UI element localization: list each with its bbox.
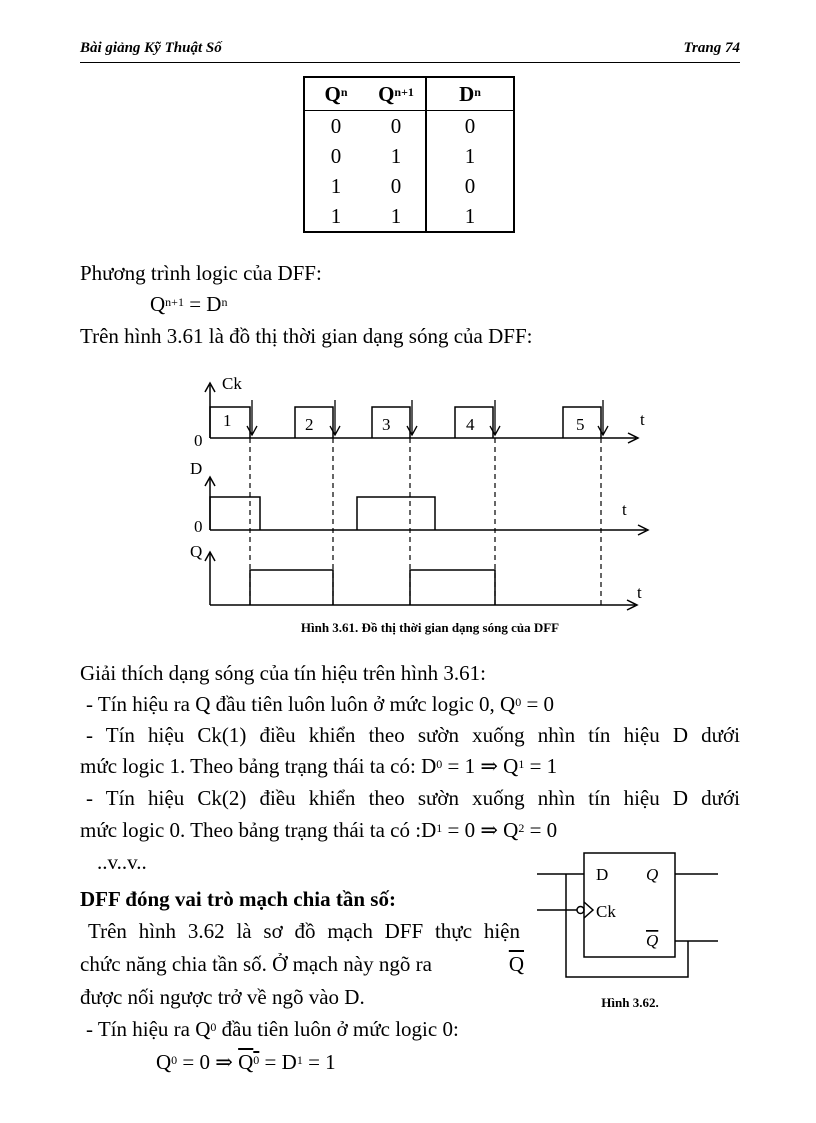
pulse-number: 3	[382, 415, 391, 434]
figure-caption: Hình 3.61. Đồ thị thời gian dạng sóng của DFF	[300, 620, 560, 635]
body-line: Trên hình 3.62 là sơ đồ mạch DFF thực hiện	[88, 919, 520, 943]
page-number: Trang 74	[683, 40, 740, 56]
body-line: - Tín hiệu ra $Q^0$ đầu tiên luôn ở mức logic 0:	[86, 1017, 459, 1041]
ck-pin-label: Ck	[596, 902, 616, 921]
d-label: D	[190, 459, 203, 478]
truth-table-header	[304, 77, 514, 111]
pulse-number: 5	[576, 415, 585, 434]
col-qn: $Q^n$	[304, 77, 367, 111]
body-line: chức năng chia tần số. Ở mạch này ngõ ra $\overline{Q}$	[80, 952, 524, 976]
formula: $Q^0 = 0$ ⇒ $Q^0 = D^1 = 1$	[156, 1050, 336, 1074]
ck-time-label: t	[640, 410, 645, 429]
waveform-diagram	[180, 368, 670, 618]
ck-zero-label: 0	[194, 431, 203, 450]
table-row: 0 1 1	[304, 141, 514, 171]
header-title: Bài giảng Kỹ Thuật Số	[80, 40, 222, 56]
explain-line: mức logic 0. Theo bảng trạng thái ta có $:D^1 = 0$ ⇒ $Q^2 = 0$	[80, 818, 558, 842]
qbar-pin-label: Q	[646, 931, 659, 950]
col-dn: $D^n$	[426, 77, 514, 111]
pulse-number: 4	[466, 415, 475, 434]
header-rule	[80, 62, 740, 63]
body-line: được nối ngược trở về ngõ vào D.	[80, 985, 365, 1009]
d-zero-label: 0	[194, 517, 203, 536]
dff-circuit-diagram	[530, 845, 730, 985]
ck-label: Ck	[222, 374, 242, 393]
table-row: 1 0 0	[304, 171, 514, 201]
section-heading: DFF đóng vai trò mạch chia tần số:	[80, 887, 396, 911]
pulse-number: 1	[223, 411, 232, 430]
etc-text: ..v..v..	[97, 850, 147, 874]
table-row: 0 0 0	[304, 111, 514, 142]
q-pin-label: Q	[646, 865, 659, 884]
explain-line: - Tín hiệu Ck(1) điều khiển theo sườn xuống nhìn tín hiệu D dưới	[86, 723, 740, 747]
truth-table	[303, 76, 515, 233]
q-label: Q	[190, 542, 203, 561]
figure-intro: Trên hình 3.61 là đồ thị thời gian dạng sóng của DFF:	[80, 324, 533, 348]
q-time-label: t	[637, 583, 642, 602]
d-pin-label: D	[596, 865, 609, 884]
page-header	[80, 40, 740, 57]
explain-line: - Tín hiệu ra Q đầu tiên luôn luôn ở mức logic 0, $Q^0 = 0$	[86, 692, 555, 716]
col-qn1: $Q^{n+1}$	[367, 77, 426, 111]
figure-caption: Hình 3.62.	[601, 995, 659, 1010]
d-time-label: t	[622, 500, 627, 519]
equation-intro: Phương trình logic của DFF:	[80, 261, 322, 285]
explain-line: - Tín hiệu Ck(2) điều khiển theo sườn xuống nhìn tín hiệu D dưới	[86, 786, 740, 810]
explain-line: mức logic 1. Theo bảng trạng thái ta có: $D^0 = 1$ ⇒ $Q^1 = 1$	[80, 754, 558, 778]
explain-intro: Giải thích dạng sóng của tín hiệu trên hình 3.61:	[80, 661, 486, 685]
table-row: 1 1 1	[304, 201, 514, 232]
equation: $Q^{n+1} = D^n$	[150, 292, 228, 316]
pulse-number: 2	[305, 415, 314, 434]
